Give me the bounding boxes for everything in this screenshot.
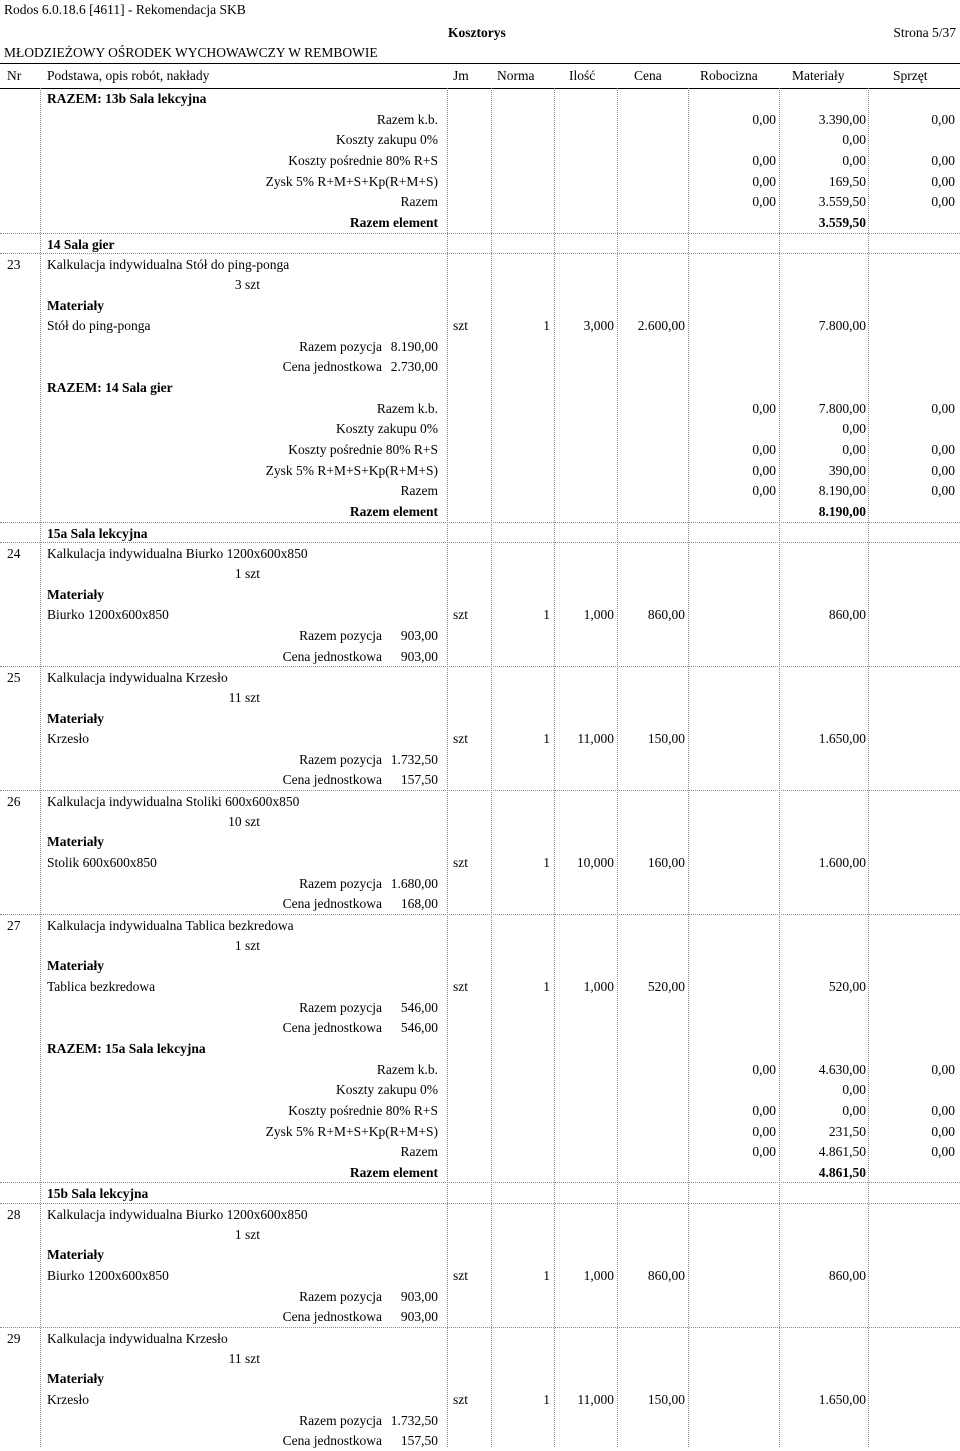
position-value: 546,00 — [400, 999, 438, 1015]
material-norm: 1 — [543, 855, 550, 871]
table-row — [0, 480, 960, 501]
element-total-value: 3.559,50 — [818, 214, 866, 230]
table-row — [0, 522, 960, 544]
labor-value: 0,00 — [752, 1102, 776, 1118]
item-description: Kalkulacja indywidualna Stół do ping-ponga — [47, 257, 290, 273]
window-title: Rodos 6.0.18.6 [4611] - Rekomendacja SKB — [4, 2, 246, 17]
table-row — [0, 790, 960, 812]
item-number: 27 — [7, 918, 21, 933]
material-price: 150,00 — [647, 731, 685, 747]
position-label: Razem pozycja — [299, 338, 382, 354]
table-row — [0, 666, 960, 688]
material-quantity: 10,000 — [576, 855, 614, 871]
labor-value: 0,00 — [752, 400, 776, 416]
equipment-value: 0,00 — [931, 442, 955, 458]
table-row — [0, 1141, 960, 1162]
table-row — [0, 129, 960, 150]
labor-value: 0,00 — [752, 194, 776, 210]
material-unit: szt — [453, 1268, 468, 1284]
table-row — [0, 769, 960, 790]
table-row — [0, 625, 960, 646]
labor-value: 0,00 — [752, 483, 776, 499]
document-title: Kosztorys — [448, 25, 506, 40]
table-row — [0, 1203, 960, 1225]
position-label: Cena jednostkowa — [282, 772, 382, 788]
table-row — [0, 171, 960, 192]
summary-label: Koszty zakupu 0% — [336, 1082, 438, 1098]
summary-label: Razem — [400, 194, 438, 210]
table-row — [0, 1100, 960, 1121]
position-value: 168,00 — [400, 896, 438, 912]
position-value: 157,50 — [400, 1433, 438, 1449]
material-norm: 1 — [543, 978, 550, 994]
material-value: 7.800,00 — [818, 318, 866, 334]
item-number: 29 — [7, 1331, 21, 1346]
table-row — [0, 873, 960, 894]
table-row — [0, 460, 960, 481]
table-row — [0, 1389, 960, 1410]
table-row — [0, 976, 960, 997]
column-header — [0, 63, 960, 89]
material-price: 860,00 — [647, 607, 685, 623]
summary-label: Razem — [400, 483, 438, 499]
material-price: 160,00 — [647, 855, 685, 871]
materials-value: 7.800,00 — [818, 400, 866, 416]
position-label: Razem pozycja — [299, 1288, 382, 1304]
summary-label: Koszty zakupu 0% — [336, 132, 438, 148]
material-norm: 1 — [543, 318, 550, 334]
labor-value: 0,00 — [752, 152, 776, 168]
table-row — [0, 542, 960, 564]
material-value: 860,00 — [828, 1268, 866, 1284]
table-row — [0, 1430, 960, 1451]
material-value: 860,00 — [828, 607, 866, 623]
materials-value: 0,00 — [842, 442, 866, 458]
table-row — [0, 1327, 960, 1349]
material-value: 1.650,00 — [818, 1391, 866, 1407]
materials-value: 0,00 — [842, 1102, 866, 1118]
table-row — [0, 893, 960, 914]
materials-heading: Materiały — [47, 958, 104, 974]
position-value: 1.732,50 — [390, 1412, 438, 1428]
material-norm: 1 — [543, 1391, 550, 1407]
materials-value: 0,00 — [842, 1082, 866, 1098]
table-row — [0, 315, 960, 336]
item-quantity: 11 szt — [228, 689, 260, 705]
table-row — [0, 253, 960, 275]
materials-value: 169,50 — [828, 173, 866, 189]
material-unit: szt — [453, 978, 468, 994]
material-quantity: 1,000 — [583, 607, 614, 623]
position-value: 903,00 — [400, 1309, 438, 1325]
table-row — [0, 749, 960, 770]
material-unit: szt — [453, 318, 468, 334]
table-row — [0, 191, 960, 212]
position-value: 903,00 — [400, 1288, 438, 1304]
equipment-value: 0,00 — [931, 483, 955, 499]
material-value: 1.600,00 — [818, 855, 866, 871]
table-row — [0, 150, 960, 171]
material-unit: szt — [453, 855, 468, 871]
position-label: Cena jednostkowa — [282, 1433, 382, 1449]
table-row — [0, 1162, 960, 1183]
position-label: Cena jednostkowa — [282, 896, 382, 912]
summary-label: Razem k.b. — [376, 111, 438, 127]
table-row — [0, 418, 960, 439]
item-quantity: 1 szt — [234, 937, 260, 953]
summary-label: Koszty pośrednie 80% R+S — [288, 1102, 438, 1118]
labor-value: 0,00 — [752, 1144, 776, 1160]
material-price: 520,00 — [647, 978, 685, 994]
material-name: Krzesło — [47, 731, 89, 747]
table-row — [0, 439, 960, 460]
material-value: 520,00 — [828, 978, 866, 994]
materials-heading: Materiały — [47, 586, 104, 602]
table-row — [0, 646, 960, 667]
table-row — [0, 1182, 960, 1204]
position-value: 8.190,00 — [390, 338, 438, 354]
page-number: Strona 5/37 — [893, 25, 956, 40]
investor-name: MŁODZIEŻOWY OŚRODEK WYCHOWAWCZY W REMBOWIE — [4, 45, 378, 60]
table-row — [0, 997, 960, 1018]
summary-heading: RAZEM: 14 Sala gier — [47, 380, 173, 396]
table-row — [0, 687, 960, 708]
equipment-value: 0,00 — [931, 1061, 955, 1077]
section-heading: 14 Sala gier — [47, 236, 115, 252]
material-name: Krzesło — [47, 1391, 89, 1407]
material-name: Biurko 1200x600x850 — [47, 1268, 169, 1284]
material-norm: 1 — [543, 1268, 550, 1284]
table-row — [0, 708, 960, 729]
material-name: Biurko 1200x600x850 — [47, 607, 169, 623]
table-row — [0, 728, 960, 749]
item-description: Kalkulacja indywidualna Stoliki 600x600x850 — [47, 794, 300, 810]
equipment-value: 0,00 — [931, 194, 955, 210]
item-quantity: 11 szt — [228, 1350, 260, 1366]
materials-value: 0,00 — [842, 421, 866, 437]
material-unit: szt — [453, 1391, 468, 1407]
table-row — [0, 1224, 960, 1245]
materials-value: 3.390,00 — [818, 111, 866, 127]
equipment-value: 0,00 — [931, 462, 955, 478]
table-row — [0, 1059, 960, 1080]
material-name: Tablica bezkredowa — [47, 978, 156, 994]
item-number: 26 — [7, 794, 21, 810]
equipment-value: 0,00 — [931, 1123, 955, 1139]
material-price: 860,00 — [647, 1268, 685, 1284]
item-description: Kalkulacja indywidualna Biurko 1200x600x850 — [47, 546, 308, 562]
element-total-value: 8.190,00 — [818, 504, 866, 519]
item-number: 24 — [7, 546, 21, 562]
table-row — [0, 811, 960, 832]
position-label: Razem pozycja — [299, 875, 382, 891]
item-number: 28 — [7, 1207, 21, 1223]
table-row — [0, 377, 960, 398]
cost-estimate-table — [0, 88, 960, 1447]
material-quantity: 1,000 — [583, 978, 614, 994]
labor-value: 0,00 — [752, 111, 776, 127]
summary-label: Razem — [400, 1144, 438, 1160]
materials-value: 390,00 — [828, 462, 866, 478]
table-row — [0, 1038, 960, 1059]
col-robocizna: Robocizna — [700, 68, 758, 83]
table-row — [0, 233, 960, 255]
item-description: Kalkulacja indywidualna Tablica bezkredowa — [47, 918, 294, 933]
material-norm: 1 — [543, 607, 550, 623]
item-quantity: 1 szt — [234, 565, 260, 581]
position-label: Cena jednostkowa — [282, 359, 382, 375]
col-cena: Cena — [634, 68, 662, 83]
position-label: Cena jednostkowa — [282, 1020, 382, 1036]
item-number: 25 — [7, 670, 21, 686]
col-norma: Norma — [497, 68, 535, 83]
summary-heading: RAZEM: 13b Sala lekcyjna — [47, 91, 207, 106]
item-description: Kalkulacja indywidualna Krzesło — [47, 1331, 228, 1346]
equipment-value: 0,00 — [931, 111, 955, 127]
equipment-value: 0,00 — [931, 152, 955, 168]
element-total-label: Razem element — [349, 214, 438, 230]
table-row — [0, 1306, 960, 1327]
material-unit: szt — [453, 607, 468, 623]
summary-heading: RAZEM: 15a Sala lekcyjna — [47, 1040, 206, 1056]
position-value: 546,00 — [400, 1020, 438, 1036]
summary-label: Razem k.b. — [376, 400, 438, 416]
col-materialy: Materiały — [792, 68, 845, 83]
position-value: 1.680,00 — [390, 875, 438, 891]
col-ilosc: Ilość — [569, 68, 596, 83]
materials-value: 4.630,00 — [818, 1061, 866, 1077]
material-name: Stół do ping-ponga — [47, 318, 151, 334]
table-row — [0, 1265, 960, 1286]
summary-label: Razem k.b. — [376, 1061, 438, 1077]
element-total-label: Razem element — [349, 1164, 438, 1180]
table-row — [0, 1368, 960, 1389]
table-row — [0, 212, 960, 233]
labor-value: 0,00 — [752, 1123, 776, 1139]
table-row — [0, 1410, 960, 1431]
position-value: 2.730,00 — [390, 359, 438, 375]
col-description: Podstawa, opis robót, nakłady — [47, 68, 210, 83]
table-row — [0, 831, 960, 852]
material-value: 1.650,00 — [818, 731, 866, 747]
material-quantity: 11,000 — [577, 731, 614, 747]
material-name: Stolik 600x600x850 — [47, 855, 157, 871]
material-unit: szt — [453, 731, 468, 747]
table-row — [0, 604, 960, 625]
equipment-value: 0,00 — [931, 1144, 955, 1160]
materials-value: 8.190,00 — [818, 483, 866, 499]
material-quantity: 11,000 — [577, 1391, 614, 1407]
item-number: 23 — [7, 257, 21, 273]
materials-value: 3.559,50 — [818, 194, 866, 210]
labor-value: 0,00 — [752, 462, 776, 478]
table-row — [0, 88, 960, 109]
table-row — [0, 109, 960, 130]
position-label: Razem pozycja — [299, 751, 382, 767]
position-value: 903,00 — [400, 648, 438, 664]
table-row — [0, 1079, 960, 1100]
position-value: 1.732,50 — [390, 751, 438, 767]
materials-value: 231,50 — [828, 1123, 866, 1139]
materials-heading: Materiały — [47, 1247, 104, 1263]
table-row — [0, 336, 960, 357]
materials-heading: Materiały — [47, 834, 104, 850]
table-row — [0, 356, 960, 377]
element-total-value: 4.861,50 — [818, 1164, 866, 1180]
position-label: Razem pozycja — [299, 999, 382, 1015]
materials-heading: Materiały — [47, 297, 104, 313]
equipment-value: 0,00 — [931, 173, 955, 189]
labor-value: 0,00 — [752, 173, 776, 189]
table-row — [0, 584, 960, 605]
col-jm: Jm — [453, 68, 469, 83]
table-row — [0, 1348, 960, 1369]
element-total-label: Razem element — [349, 504, 438, 519]
position-value: 157,50 — [400, 772, 438, 788]
materials-heading: Materiały — [47, 710, 104, 726]
summary-label: Zysk 5% R+M+S+Kp(R+M+S) — [265, 462, 438, 478]
section-heading: 15b Sala lekcyjna — [47, 1186, 149, 1202]
materials-heading: Materiały — [47, 1371, 104, 1387]
position-label: Razem pozycja — [299, 627, 382, 643]
table-row — [0, 274, 960, 295]
summary-label: Koszty pośrednie 80% R+S — [288, 152, 438, 168]
position-label: Razem pozycja — [299, 1412, 382, 1428]
col-nr: Nr — [7, 68, 22, 83]
table-row — [0, 852, 960, 873]
summary-label: Koszty pośrednie 80% R+S — [288, 442, 438, 458]
summary-label: Koszty zakupu 0% — [336, 421, 438, 437]
table-row — [0, 935, 960, 956]
table-row — [0, 1244, 960, 1265]
item-quantity: 10 szt — [228, 813, 260, 829]
material-price: 150,00 — [647, 1391, 685, 1407]
material-price: 2.600,00 — [637, 318, 685, 334]
item-quantity: 1 szt — [234, 1226, 260, 1242]
position-label: Cena jednostkowa — [282, 648, 382, 664]
col-sprzet: Sprzęt — [893, 68, 928, 83]
table-row — [0, 295, 960, 316]
position-value: 903,00 — [400, 627, 438, 643]
material-quantity: 1,000 — [583, 1268, 614, 1284]
summary-label: Zysk 5% R+M+S+Kp(R+M+S) — [265, 173, 438, 189]
table-row — [0, 1286, 960, 1307]
labor-value: 0,00 — [752, 1061, 776, 1077]
table-row — [0, 1017, 960, 1038]
table-row — [0, 501, 960, 522]
item-quantity: 3 szt — [234, 276, 260, 292]
item-description: Kalkulacja indywidualna Krzesło — [47, 670, 228, 686]
materials-value: 0,00 — [842, 132, 866, 148]
table-row — [0, 1121, 960, 1142]
equipment-value: 0,00 — [931, 400, 955, 416]
table-row — [0, 914, 960, 936]
table-row — [0, 563, 960, 584]
position-label: Cena jednostkowa — [282, 1309, 382, 1325]
materials-value: 4.861,50 — [818, 1144, 866, 1160]
labor-value: 0,00 — [752, 442, 776, 458]
summary-label: Zysk 5% R+M+S+Kp(R+M+S) — [265, 1123, 438, 1139]
material-quantity: 3,000 — [583, 318, 614, 334]
table-row — [0, 398, 960, 419]
material-norm: 1 — [543, 731, 550, 747]
materials-value: 0,00 — [842, 152, 866, 168]
item-description: Kalkulacja indywidualna Biurko 1200x600x850 — [47, 1207, 308, 1223]
table-row — [0, 955, 960, 976]
equipment-value: 0,00 — [931, 1102, 955, 1118]
section-heading: 15a Sala lekcyjna — [47, 525, 148, 541]
